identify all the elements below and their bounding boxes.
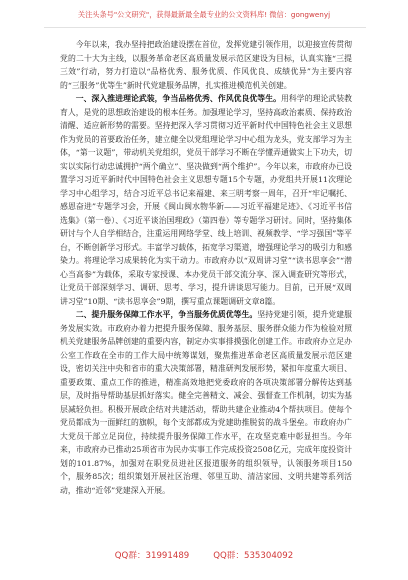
paragraph-section-one bbox=[60, 92, 352, 308]
paragraph-text: 今年以来，我办坚持把政治建设摆在首位，发挥党建引领作用，以迎接宣传贯彻党的二十大为主线，以服务革命老区高质量发展示范区建设为目标，认真实施“三提三效”行动，努力打造以“品格优秀、服务优质、作风优良、成绩优异”为主要内容的“三服务”优等生”新时代党建服务品牌，扎实推进模范机关创建。 bbox=[60, 40, 352, 90]
page-header-banner: 关注头条号"公文研究"，获得最新最全最专业的公文资料库! 微信：gongwenyj bbox=[77, 10, 331, 19]
paragraph-text: 坚持党建引领，提升党建服务发展实效。市政府办着力把提升服务保障、服务基层、服务群众能力作为检验对照机关党建服务品牌创建的重要内容，制定办实事排摸强化创建工作。市政府办立足办公室工作政在全市的工作大局中统筹谋划，聚焦推进革命老区高质量发展示范区建设，密切关注中央和省市的重大决策部署，精准研判发展形势，紧扣年度重大项目、重要政策、重点工作的推进，精准高效地把党委政府的各项决策部署分解传达到基层，及时指导帮助基层抓好落实。健全完善精文、减会、强督查工作机制，切实为基层减轻负担。积极开展政企结对共建活动，帮助共建企业推动4个帮扶项目。使每个党员都成为一面鲜红的旗帜，每个支部都成为党建助推脱贫的战斗堡垒。市政府办广大党员干部立足岗位，持续提升服务保障工作水平，在攻坚克难中彰显担当。今年来，市政府办已推动25项省市为民办实事工作完成投资2508亿元，完成年度投资计划的101.87%，加强对在职党员进社区报道服务的组织领导，认领服务项目150个，服务85次；组织策划开展社区治理、邻里互助、清洁家园、文明共建等系列活动，推动“近邻”党建深入开展。 bbox=[60, 310, 353, 495]
paragraph-section-two bbox=[60, 308, 352, 497]
section-heading-two: 二、提升服务保障工作水平，争当服务优质优等生。 bbox=[75, 310, 258, 319]
document-body bbox=[60, 38, 352, 497]
section-heading-one: 一、深入推进理论武装，争当品格优秀、作风优良优等生。 bbox=[75, 94, 281, 103]
paragraph-intro bbox=[60, 38, 352, 92]
paragraph-text: 用科学的理论武装教育人，是党的思想政治建设的根本任务。加强理论学习，坚持高政治素质、保持政治清醒、适应新形势的需要。坚持把深入学习贯彻习近平新时代中国特色社会主义思想作为党员的首要政治任务，建立健全以党组理论学习中心组为龙头，党支部学习为主体，“第一议题”，带动机关党组织，党员干部学习不断在学懂弄通做实上下功夫，切实以实际行动忠诚拥护“两个确立”、坚决做到“两个维护”。今年以来，市政府办已设置学习习近平新时代中国特色社会主义思想专题15个专题，办党组共开展11次理论学习中心组学习，结合习近平总书记来福建、来三明考察一周年，召开“牢记嘱托、感恩奋进”专题学习会，开展《闽山闽水物华新——习近平福建足迹》、《习近平书信选集》（第一卷）、《习近平谈治国理政》（第四卷）等专题学习研讨。同时，坚持集体研讨与个人自学相结合，注重运用网络学堂、线上培训、视频教学、“学习强国”等平台，不断创新学习形式。丰富学习载体，拓宽学习渠道，增强理论学习的吸引力和感染力。将理论学习成果转化为实干动力。市政府办以“双周讲习堂”“读书思享会”“潜心当高参”为载体，采取专家授课、本办党员干部交流分享、深入调查研究等形式，让党员干部深刻学习、调研、思考、学习，提升讲谈思写能力。目前，已开展“双周讲习堂”10期、“读书思享会”9期，撰写重点课题调研文章8篇。 bbox=[60, 94, 353, 306]
header-divider bbox=[44, 27, 366, 28]
footer-qq-group-1: QQ群：31991489 bbox=[114, 551, 190, 561]
page-footer bbox=[0, 549, 408, 561]
footer-qq-group-2: QQ群：535304092 bbox=[213, 551, 294, 561]
